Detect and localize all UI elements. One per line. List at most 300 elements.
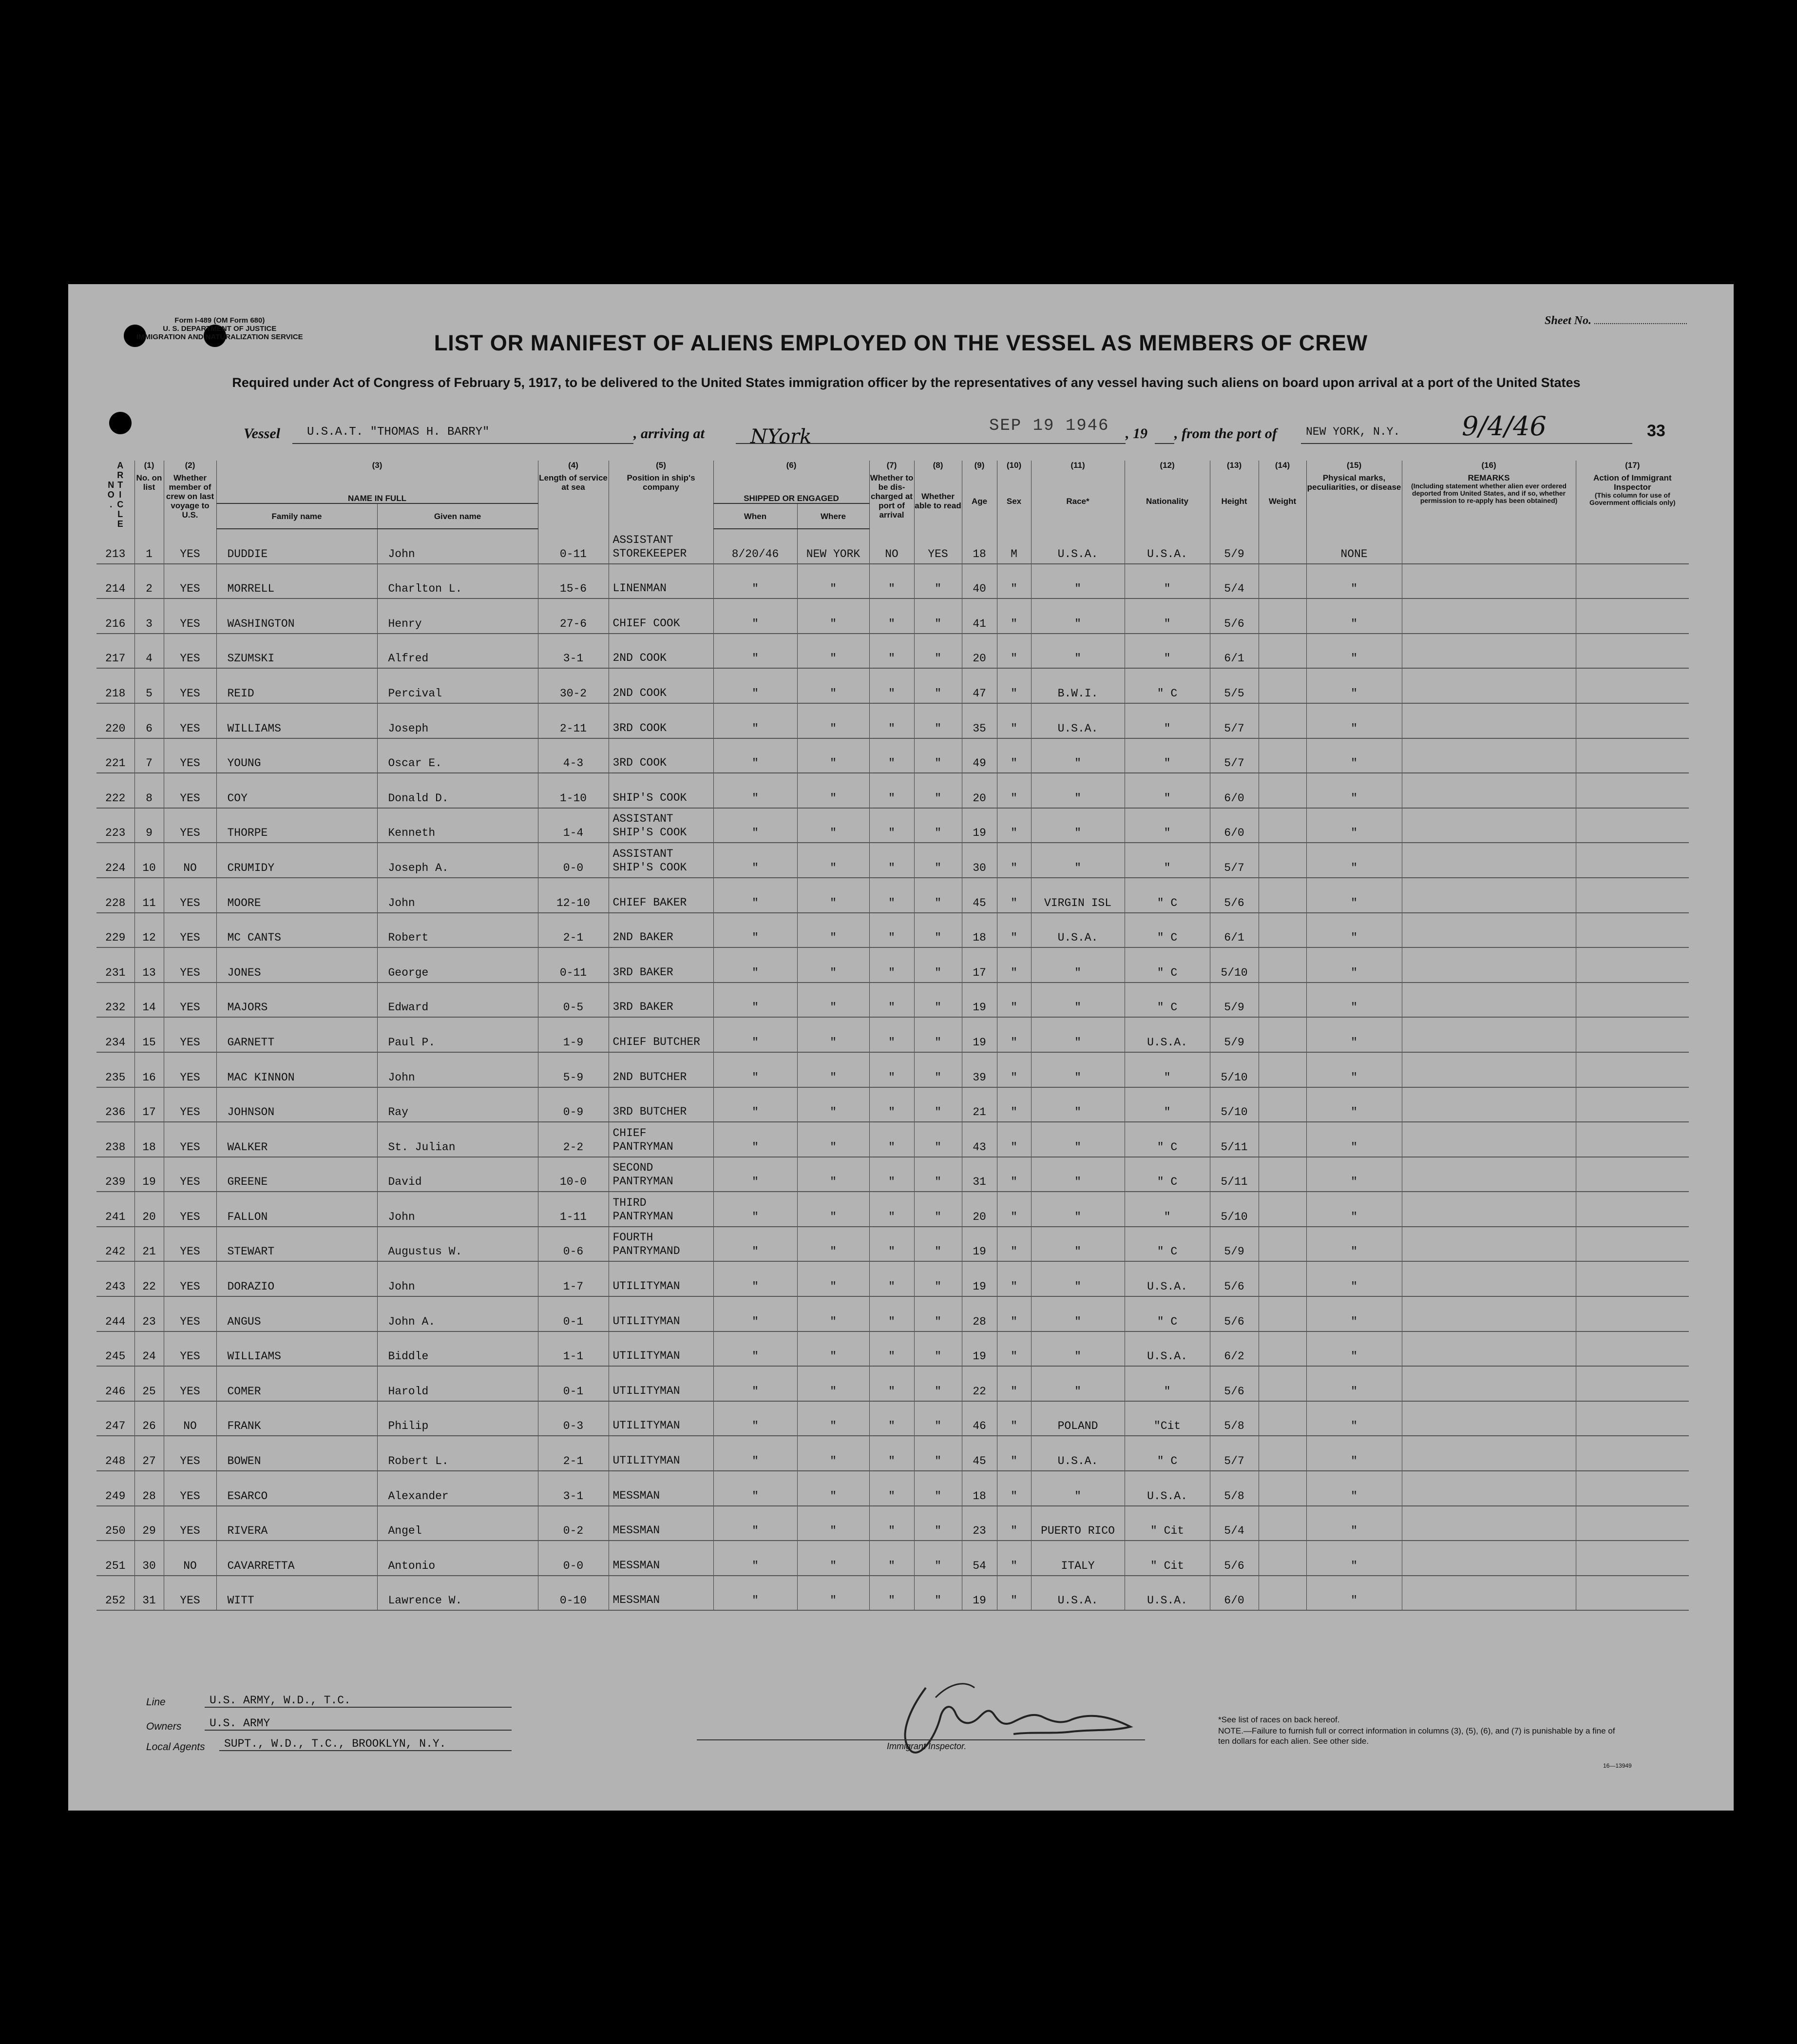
given-name-cell: Alfred [377, 634, 538, 669]
shipped-when-cell: " [713, 1471, 797, 1506]
nationality-cell: U.S.A. [1125, 1471, 1210, 1506]
shipped-where-cell: " [797, 1192, 869, 1227]
weight-cell [1259, 598, 1306, 634]
position-cell: CHIEF BAKER [609, 878, 713, 913]
list-number-cell: 13 [134, 947, 164, 983]
inspector-action-cell [1576, 878, 1689, 913]
service-length-cell: 1-11 [538, 1192, 609, 1227]
article-number-cell: 222 [96, 773, 134, 808]
weight-cell [1259, 1052, 1306, 1087]
position-cell: 3RD BUTCHER [609, 1087, 713, 1122]
article-number-cell: 221 [96, 738, 134, 773]
physical-marks-cell: " [1306, 1401, 1402, 1436]
discharged-cell: " [869, 1052, 914, 1087]
shipped-where-cell: " [797, 878, 869, 913]
family-name-header: Family name [216, 503, 377, 529]
remarks-cell [1402, 1087, 1576, 1122]
race-cell: " [1031, 634, 1125, 669]
discharged-cell: " [869, 1122, 914, 1157]
position-cell: 2ND BAKER [609, 913, 713, 948]
race-cell: " [1031, 1052, 1125, 1087]
shipped-when-cell: " [713, 1366, 797, 1401]
given-name-cell: John [377, 529, 538, 564]
article-number-cell: 232 [96, 983, 134, 1018]
can-read-cell: " [914, 1227, 962, 1262]
given-name-cell: George [377, 947, 538, 983]
discharged-cell: " [869, 773, 914, 808]
height-cell: 5/10 [1210, 1192, 1259, 1227]
nationality-cell: " [1125, 843, 1210, 878]
table-row [96, 773, 1689, 808]
list-number-cell: 5 [134, 668, 164, 703]
service-length-cell: 10-0 [538, 1157, 609, 1192]
department: U. S. DEPARTMENT OF JUSTICE [163, 325, 277, 333]
nationality-cell: " C [1125, 878, 1210, 913]
physical-marks-cell: " [1306, 1017, 1402, 1052]
discharged-cell: " [869, 808, 914, 843]
given-name-cell: John [377, 878, 538, 913]
col-num-8: (8) [914, 461, 962, 473]
nationality-cell: " C [1125, 1122, 1210, 1157]
col-num-7: (7) [869, 461, 914, 473]
family-name-cell: WILLIAMS [216, 703, 377, 738]
weight-cell [1259, 947, 1306, 983]
physical-marks-cell: " [1306, 913, 1402, 948]
table-row [96, 1192, 1689, 1227]
remarks-cell [1402, 1192, 1576, 1227]
nationality-cell: " C [1125, 668, 1210, 703]
given-name-cell: Edward [377, 983, 538, 1018]
table-row [96, 1017, 1689, 1052]
weight-cell [1259, 1576, 1306, 1611]
inspector-action-cell [1576, 1436, 1689, 1471]
line-field [205, 1694, 512, 1708]
height-cell: 5/4 [1210, 564, 1259, 599]
can-read-cell: " [914, 773, 962, 808]
race-cell: " [1031, 983, 1125, 1018]
nationality-cell: U.S.A. [1125, 529, 1210, 564]
inspector-action-cell [1576, 1471, 1689, 1506]
nationality-cell: " [1125, 1366, 1210, 1401]
service-length-cell: 0-0 [538, 1541, 609, 1576]
print-code: 16—13949 [1603, 1762, 1632, 1769]
remarks-cell [1402, 843, 1576, 878]
height-cell: 5/8 [1210, 1471, 1259, 1506]
shipped-where-cell: " [797, 1541, 869, 1576]
shipped-when-cell: " [713, 564, 797, 599]
physical-marks-cell: " [1306, 878, 1402, 913]
nationality-cell: U.S.A. [1125, 1261, 1210, 1296]
last-voyage-cell: YES [164, 1157, 216, 1192]
weight-cell [1259, 1261, 1306, 1296]
last-voyage-cell: YES [164, 1087, 216, 1122]
inspector-action-cell [1576, 1122, 1689, 1157]
given-name-cell: John [377, 1261, 538, 1296]
nationality-cell: " C [1125, 1296, 1210, 1331]
position-cell: LINENMAN [609, 564, 713, 599]
article-number-cell: 249 [96, 1471, 134, 1506]
sex-cell: " [997, 598, 1031, 634]
height-cell: 5/9 [1210, 1227, 1259, 1262]
given-name-cell: Joseph A. [377, 843, 538, 878]
article-number-cell: 247 [96, 1401, 134, 1436]
given-name-cell: Donald D. [377, 773, 538, 808]
article-header: ARTICLE NO. [106, 461, 125, 529]
age-cell: 19 [962, 1261, 997, 1296]
service-length-cell: 0-11 [538, 947, 609, 983]
shipped-where-cell: NEW YORK [797, 529, 869, 564]
sex-cell: " [997, 738, 1031, 773]
race-cell: " [1031, 738, 1125, 773]
list-number-cell: 9 [134, 808, 164, 843]
shipped-when-cell: " [713, 598, 797, 634]
given-name-cell: John [377, 1192, 538, 1227]
position-cell: UTILITYMAN [609, 1366, 713, 1401]
table-row [96, 738, 1689, 773]
weight-cell [1259, 634, 1306, 669]
shipped-where-cell: " [797, 773, 869, 808]
can-read-cell: " [914, 1261, 962, 1296]
table-row [96, 983, 1689, 1018]
shipped-when-cell: " [713, 983, 797, 1018]
physical-marks-cell: " [1306, 738, 1402, 773]
shipped-where-cell: " [797, 1296, 869, 1331]
physical-marks-cell: " [1306, 1366, 1402, 1401]
last-voyage-cell: YES [164, 1506, 216, 1541]
inspector-action-cell [1576, 947, 1689, 983]
sex-cell: " [997, 1541, 1031, 1576]
given-name-cell: Alexander [377, 1471, 538, 1506]
race-cell: " [1031, 1157, 1125, 1192]
discharged-cell: " [869, 668, 914, 703]
service-length-cell: 3-1 [538, 634, 609, 669]
service-length-cell: 0-0 [538, 843, 609, 878]
can-read-cell: " [914, 808, 962, 843]
weight-cell [1259, 1192, 1306, 1227]
last-voyage-cell: YES [164, 1261, 216, 1296]
article-number-cell: 228 [96, 878, 134, 913]
table-row [96, 1331, 1689, 1367]
owners-label: Owners [146, 1721, 182, 1732]
article-number-cell: 213 [96, 529, 134, 564]
service-length-cell: 1-4 [538, 808, 609, 843]
family-name-cell: ANGUS [216, 1296, 377, 1331]
service-length-cell: 0-10 [538, 1576, 609, 1611]
can-read-cell: " [914, 1052, 962, 1087]
remarks-cell [1402, 947, 1576, 983]
sex-cell: " [997, 1017, 1031, 1052]
discharged-cell: " [869, 1541, 914, 1576]
remarks-cell [1402, 598, 1576, 634]
inspector-action-cell [1576, 1541, 1689, 1576]
weight-cell [1259, 843, 1306, 878]
table-row [96, 1296, 1689, 1331]
weight-cell [1259, 878, 1306, 913]
table-row [96, 529, 1689, 564]
age-cell: 41 [962, 598, 997, 634]
height-cell: 6/0 [1210, 808, 1259, 843]
table-row [96, 1087, 1689, 1122]
table-row [96, 668, 1689, 703]
article-number-cell: 239 [96, 1157, 134, 1192]
sex-cell: " [997, 1192, 1031, 1227]
race-cell: U.S.A. [1031, 1576, 1125, 1611]
sex-cell: " [997, 1401, 1031, 1436]
weight-cell [1259, 1087, 1306, 1122]
from-port-label: , from the port of [1174, 425, 1277, 442]
age-cell: 30 [962, 843, 997, 878]
shipped-where-cell: " [797, 1157, 869, 1192]
age-cell: 45 [962, 1436, 997, 1471]
remarks-cell [1402, 983, 1576, 1018]
nationality-cell: " [1125, 808, 1210, 843]
last-voyage-cell: YES [164, 1227, 216, 1262]
shipped-where-cell: " [797, 1122, 869, 1157]
age-cell: 18 [962, 1471, 997, 1506]
given-name-cell: David [377, 1157, 538, 1192]
last-voyage-cell: YES [164, 1122, 216, 1157]
nationality-cell: U.S.A. [1125, 1017, 1210, 1052]
article-number-cell: 234 [96, 1017, 134, 1052]
sex-cell: " [997, 1087, 1031, 1122]
last-voyage-cell: NO [164, 843, 216, 878]
race-cell: POLAND [1031, 1401, 1125, 1436]
shipped-when-cell: " [713, 947, 797, 983]
sex-cell: " [997, 1366, 1031, 1401]
weight-cell [1259, 808, 1306, 843]
age-cell: 54 [962, 1541, 997, 1576]
can-read-cell: YES [914, 529, 962, 564]
discharged-cell: " [869, 1506, 914, 1541]
sex-cell: " [997, 668, 1031, 703]
member-last-voyage-header: Whether member of crew on last voyage to U.S. [164, 473, 216, 529]
article-number-cell: 244 [96, 1296, 134, 1331]
action-note: (This column for use of Government officials only) [1589, 491, 1676, 506]
crew-table [96, 461, 1689, 1611]
shipped-when-cell: " [713, 634, 797, 669]
service-length-cell: 0-11 [538, 529, 609, 564]
nationality-cell: " Cit [1125, 1541, 1210, 1576]
inspector-action-cell [1576, 1157, 1689, 1192]
nationality-cell: " C [1125, 913, 1210, 948]
given-name-cell: Robert L. [377, 1436, 538, 1471]
service-length-cell: 0-2 [538, 1506, 609, 1541]
race-cell: PUERTO RICO [1031, 1506, 1125, 1541]
table-row [96, 1436, 1689, 1471]
discharged-cell: " [869, 913, 914, 948]
family-name-cell: BOWEN [216, 1436, 377, 1471]
sex-cell: " [997, 913, 1031, 948]
nationality-cell: " [1125, 634, 1210, 669]
vessel-field [292, 425, 633, 444]
given-name-cell: John [377, 1052, 538, 1087]
shipped-when-cell: " [713, 668, 797, 703]
inspector-action-cell [1576, 843, 1689, 878]
physical-marks-header: Physical marks, peculiarities, or disease [1306, 473, 1402, 529]
race-cell: " [1031, 1122, 1125, 1157]
height-cell: 5/6 [1210, 1261, 1259, 1296]
age-cell: 35 [962, 703, 997, 738]
inspector-action-cell [1576, 808, 1689, 843]
race-cell: ITALY [1031, 1541, 1125, 1576]
race-cell: " [1031, 843, 1125, 878]
sex-cell: " [997, 1471, 1031, 1506]
document-title: LIST OR MANIFEST OF ALIENS EMPLOYED ON THE VESSEL AS MEMBERS OF CREW [434, 330, 1368, 355]
discharged-cell: " [869, 983, 914, 1018]
local-agents-value: SUPT., W.D., T.C., BROOKLYN, N.Y. [224, 1737, 446, 1750]
sheet-number-label: Sheet No. [1545, 314, 1591, 327]
given-name-cell: Paul P. [377, 1017, 538, 1052]
discharged-cell: " [869, 843, 914, 878]
remarks-cell [1402, 1017, 1576, 1052]
shipped-where-cell: " [797, 1087, 869, 1122]
list-number-cell: 30 [134, 1541, 164, 1576]
nationality-cell: U.S.A. [1125, 1331, 1210, 1367]
weight-cell [1259, 1122, 1306, 1157]
article-number-cell: 243 [96, 1261, 134, 1296]
sex-cell: " [997, 634, 1031, 669]
physical-marks-cell: " [1306, 983, 1402, 1018]
shipped-where-cell: " [797, 843, 869, 878]
age-cell: 22 [962, 1366, 997, 1401]
age-cell: 40 [962, 564, 997, 599]
article-number-cell: 231 [96, 947, 134, 983]
physical-marks-cell: " [1306, 773, 1402, 808]
list-number-cell: 21 [134, 1227, 164, 1262]
remarks-cell [1402, 738, 1576, 773]
table-row [96, 843, 1689, 878]
year-field [1155, 425, 1174, 444]
height-cell: 5/7 [1210, 703, 1259, 738]
shipped-where-cell: " [797, 634, 869, 669]
position-cell: UTILITYMAN [609, 1261, 713, 1296]
race-cell: U.S.A. [1031, 703, 1125, 738]
vessel-name: U.S.A.T. "THOMAS H. BARRY" [307, 425, 490, 439]
nationality-cell: "Cit [1125, 1401, 1210, 1436]
nationality-cell: " [1125, 1087, 1210, 1122]
table-row [96, 564, 1689, 599]
remarks-note: (Including statement whether alien ever ordered deported from United States, and if so, whether permission to re-apply has been obtained) [1411, 482, 1567, 504]
height-cell: 5/6 [1210, 598, 1259, 634]
table-row [96, 1366, 1689, 1401]
discharged-cell: " [869, 1401, 914, 1436]
discharged-cell: " [869, 1087, 914, 1122]
shipped-when-cell: " [713, 1017, 797, 1052]
height-cell: 5/10 [1210, 1087, 1259, 1122]
punch-hole [109, 412, 132, 434]
list-number-cell: 25 [134, 1366, 164, 1401]
inspector-action-cell [1576, 913, 1689, 948]
shipped-where-cell: " [797, 1506, 869, 1541]
position-cell: 3RD BAKER [609, 983, 713, 1018]
shipped-when-cell: " [713, 738, 797, 773]
sex-cell: " [997, 1261, 1031, 1296]
height-cell: 5/6 [1210, 1296, 1259, 1331]
height-cell: 5/9 [1210, 983, 1259, 1018]
remarks-cell [1402, 773, 1576, 808]
weight-cell [1259, 1541, 1306, 1576]
position-header: Position in ship's company [609, 473, 713, 529]
article-number-cell: 245 [96, 1331, 134, 1367]
service-length-cell: 0-1 [538, 1366, 609, 1401]
given-name-cell: Angel [377, 1506, 538, 1541]
list-number-cell: 27 [134, 1436, 164, 1471]
discharged-cell: NO [869, 529, 914, 564]
can-read-cell: " [914, 1471, 962, 1506]
given-name-cell: John A. [377, 1296, 538, 1331]
inspector-action-cell [1576, 703, 1689, 738]
age-cell: 20 [962, 773, 997, 808]
family-name-cell: COY [216, 773, 377, 808]
vessel-label: Vessel [244, 425, 280, 442]
age-cell: 39 [962, 1052, 997, 1087]
age-cell: 49 [962, 738, 997, 773]
inspector-action-cell [1576, 1087, 1689, 1122]
family-name-cell: JOHNSON [216, 1087, 377, 1122]
age-cell: 19 [962, 1017, 997, 1052]
position-cell: UTILITYMAN [609, 1436, 713, 1471]
race-cell: " [1031, 598, 1125, 634]
shipped-when-cell: " [713, 1227, 797, 1262]
position-cell: ASSISTANT SHIP'S COOK [609, 808, 713, 843]
last-voyage-cell: YES [164, 598, 216, 634]
article-number-cell: 251 [96, 1541, 134, 1576]
physical-marks-cell: " [1306, 1227, 1402, 1262]
weight-cell [1259, 668, 1306, 703]
sex-cell: " [997, 947, 1031, 983]
list-number-cell: 17 [134, 1087, 164, 1122]
shipped-where-cell: " [797, 1436, 869, 1471]
family-name-cell: DORAZIO [216, 1261, 377, 1296]
discharged-cell: " [869, 1227, 914, 1262]
sex-cell: " [997, 843, 1031, 878]
weight-cell [1259, 1296, 1306, 1331]
sex-cell: " [997, 1052, 1031, 1087]
discharged-cell: " [869, 1157, 914, 1192]
physical-marks-cell: " [1306, 947, 1402, 983]
table-row [96, 1401, 1689, 1436]
race-cell: U.S.A. [1031, 1436, 1125, 1471]
article-number-cell: 252 [96, 1576, 134, 1611]
last-voyage-cell: YES [164, 668, 216, 703]
remarks-cell [1402, 564, 1576, 599]
list-number-cell: 28 [134, 1471, 164, 1506]
service-length-cell: 0-3 [538, 1401, 609, 1436]
last-voyage-cell: YES [164, 738, 216, 773]
position-cell: 2ND BUTCHER [609, 1052, 713, 1087]
can-read-cell: " [914, 564, 962, 599]
shipped-where-cell: " [797, 1576, 869, 1611]
given-name-cell: St. Julian [377, 1122, 538, 1157]
inspector-action-cell [1576, 1052, 1689, 1087]
line-label: Line [146, 1697, 166, 1708]
remarks-cell [1402, 1401, 1576, 1436]
last-voyage-cell: YES [164, 773, 216, 808]
shipped-when-cell: " [713, 913, 797, 948]
service-length-cell: 27-6 [538, 598, 609, 634]
nationality-header: Nationality [1125, 473, 1210, 529]
position-cell: ASSISTANT SHIP'S COOK [609, 843, 713, 878]
shipped-when-cell: " [713, 1401, 797, 1436]
can-read-cell: " [914, 983, 962, 1018]
last-voyage-cell: YES [164, 564, 216, 599]
position-cell: UTILITYMAN [609, 1401, 713, 1436]
position-cell: SECOND PANTRYMAN [609, 1157, 713, 1192]
table-row [96, 598, 1689, 634]
table-row [96, 1122, 1689, 1157]
physical-marks-cell: NONE [1306, 529, 1402, 564]
remarks-cell [1402, 1331, 1576, 1367]
